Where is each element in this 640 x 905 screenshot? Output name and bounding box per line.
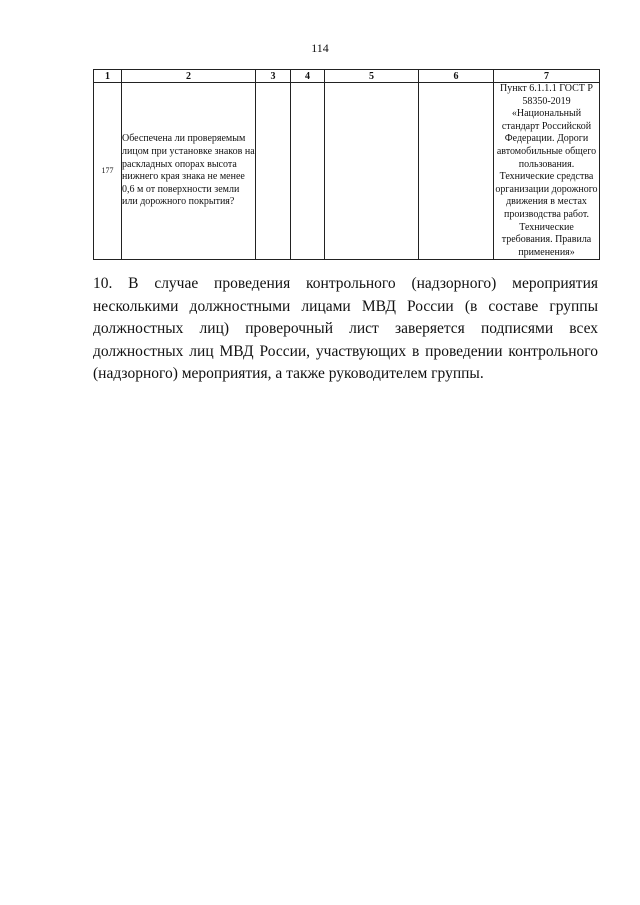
answer-cell-5 — [325, 83, 419, 260]
answer-cell-6 — [419, 83, 494, 260]
column-header-6: 6 — [419, 70, 494, 83]
table-row — [94, 83, 600, 260]
answer-cell-3 — [256, 83, 291, 260]
answer-cell-4 — [291, 83, 325, 260]
table-header-row — [94, 70, 600, 83]
row-number-cell: 177 — [94, 83, 122, 260]
column-header-2: 2 — [122, 70, 256, 83]
column-header-1: 1 — [94, 70, 122, 83]
paragraph-10: 10. В случае проведения контрольного (надзорного) мероприятия несколькими должностными лицами МВД России (в составе группы должностных лиц) проверочный лист заверяется подписями всех должностных лиц МВД России, участвующих в проведении контрольного (надзорного) мероприятия, а также руководителем группы. — [93, 275, 598, 382]
column-header-3: 3 — [256, 70, 291, 83]
question-cell: Обеспечена ли проверяемым лицом при установке знаков на раскладных опорах высота нижнего края знака не менее 0,6 м от поверхности земли или дорожного покрытия? — [122, 83, 256, 260]
column-header-5: 5 — [325, 70, 419, 83]
page-number: 114 — [311, 41, 329, 55]
column-header-4: 4 — [291, 70, 325, 83]
column-header-7: 7 — [494, 70, 600, 83]
checklist-table — [93, 69, 600, 260]
legal-reference-cell: Пункт 6.1.1.1 ГОСТ Р 58350-2019 «Национальный стандарт Российской Федерации. Дороги автомобильные общего пользования. Технические средства организации дорожного движения в местах производства работ. Технические требования. Правила применения» — [494, 83, 600, 260]
